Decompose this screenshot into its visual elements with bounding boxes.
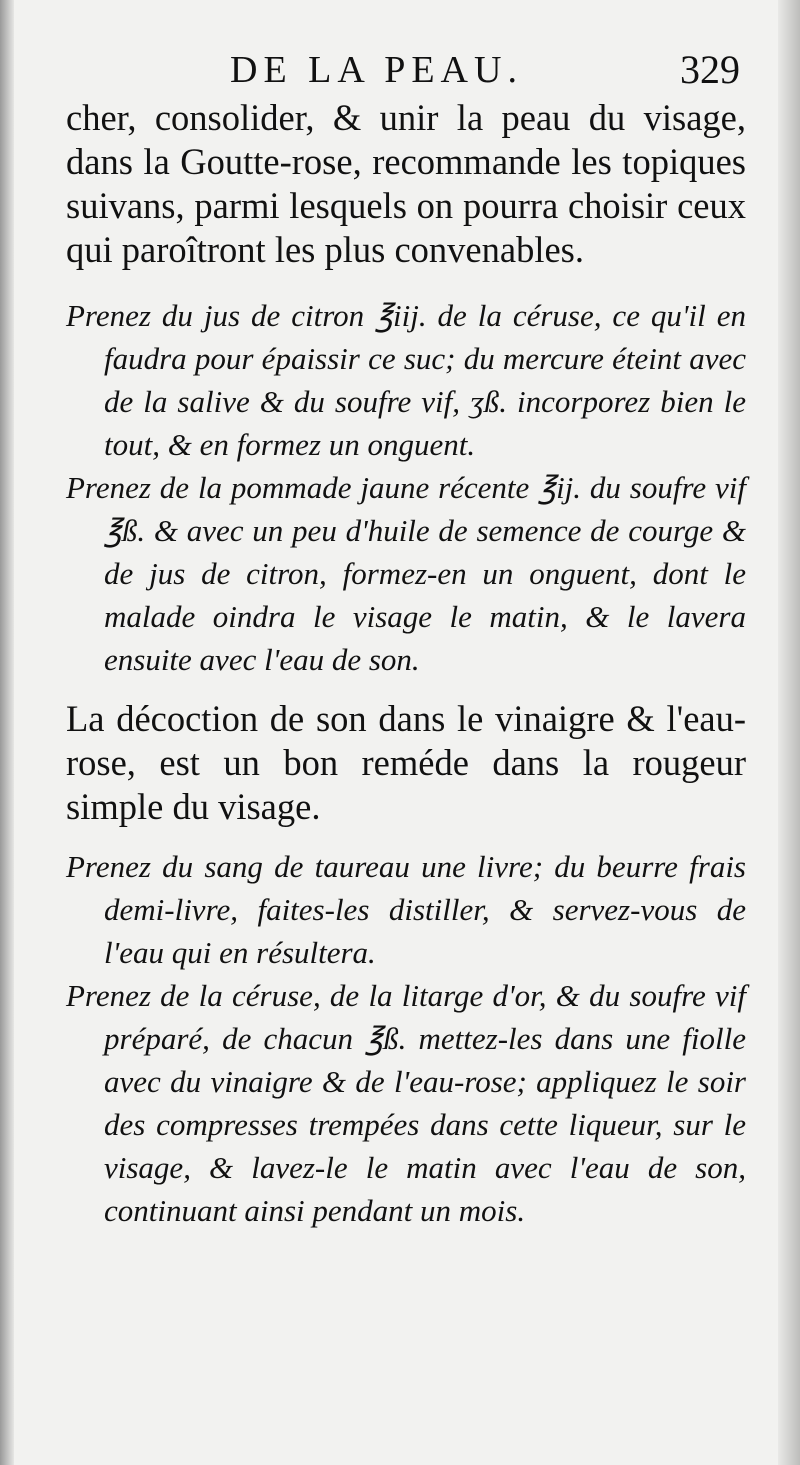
page-gutter-shadow: [0, 0, 14, 1465]
recipe-sang-taureau: Prenez du sang de taureau une livre; du beurre frais demi-livre, faites-les distiller, & servez-vous de l'eau qui en résultera.: [66, 849, 746, 970]
page-edge-shadow: [778, 0, 800, 1465]
running-head-title: DE LA PEAU.: [230, 49, 523, 91]
paragraph-decoction: La décoction de son dans le vinaigre & l'eau-rose, est un bon reméde dans la rougeur simple du visage.: [66, 698, 746, 827]
page-number: 329: [680, 47, 740, 92]
running-head: [70, 46, 740, 96]
recipe-ceruse-litarge: Prenez de la céruse, de la litarge d'or, & du soufre vif préparé, de chacun ℥ß. mettez-les dans une fiolle avec du vinaigre & de l'eau-rose; appliquez le soir des compresses trempées dans cette liqueur, sur le visage, & lavez-le le matin avec l'eau de son, continuant ainsi pendant un mois.: [66, 978, 746, 1228]
recipe-citron-ceruse: Prenez du jus de citron ℥iij. de la céruse, ce qu'il en faudra pour épaissir ce suc; du mercure éteint avec de la salive & du soufre vif, ʒß. incorporez bien le tout, & en formez un onguent.: [66, 298, 746, 462]
page-body: [66, 96, 746, 1232]
recipe-pommade-jaune: Prenez de la pommade jaune récente ℥ij. du soufre vif ℥ß. & avec un peu d'huile de semence de courge & de jus de citron, formez-en un onguent, dont le malade oindra le visage le matin, & le lavera ensuite avec l'eau de son.: [66, 470, 746, 677]
paragraph-intro: cher, consolider, & unir la peau du visage, dans la Goutte-rose, recommande les topiques suivans, parmi lesquels on pourra choisir ceux qui paroîtront les plus convenables.: [66, 97, 746, 270]
